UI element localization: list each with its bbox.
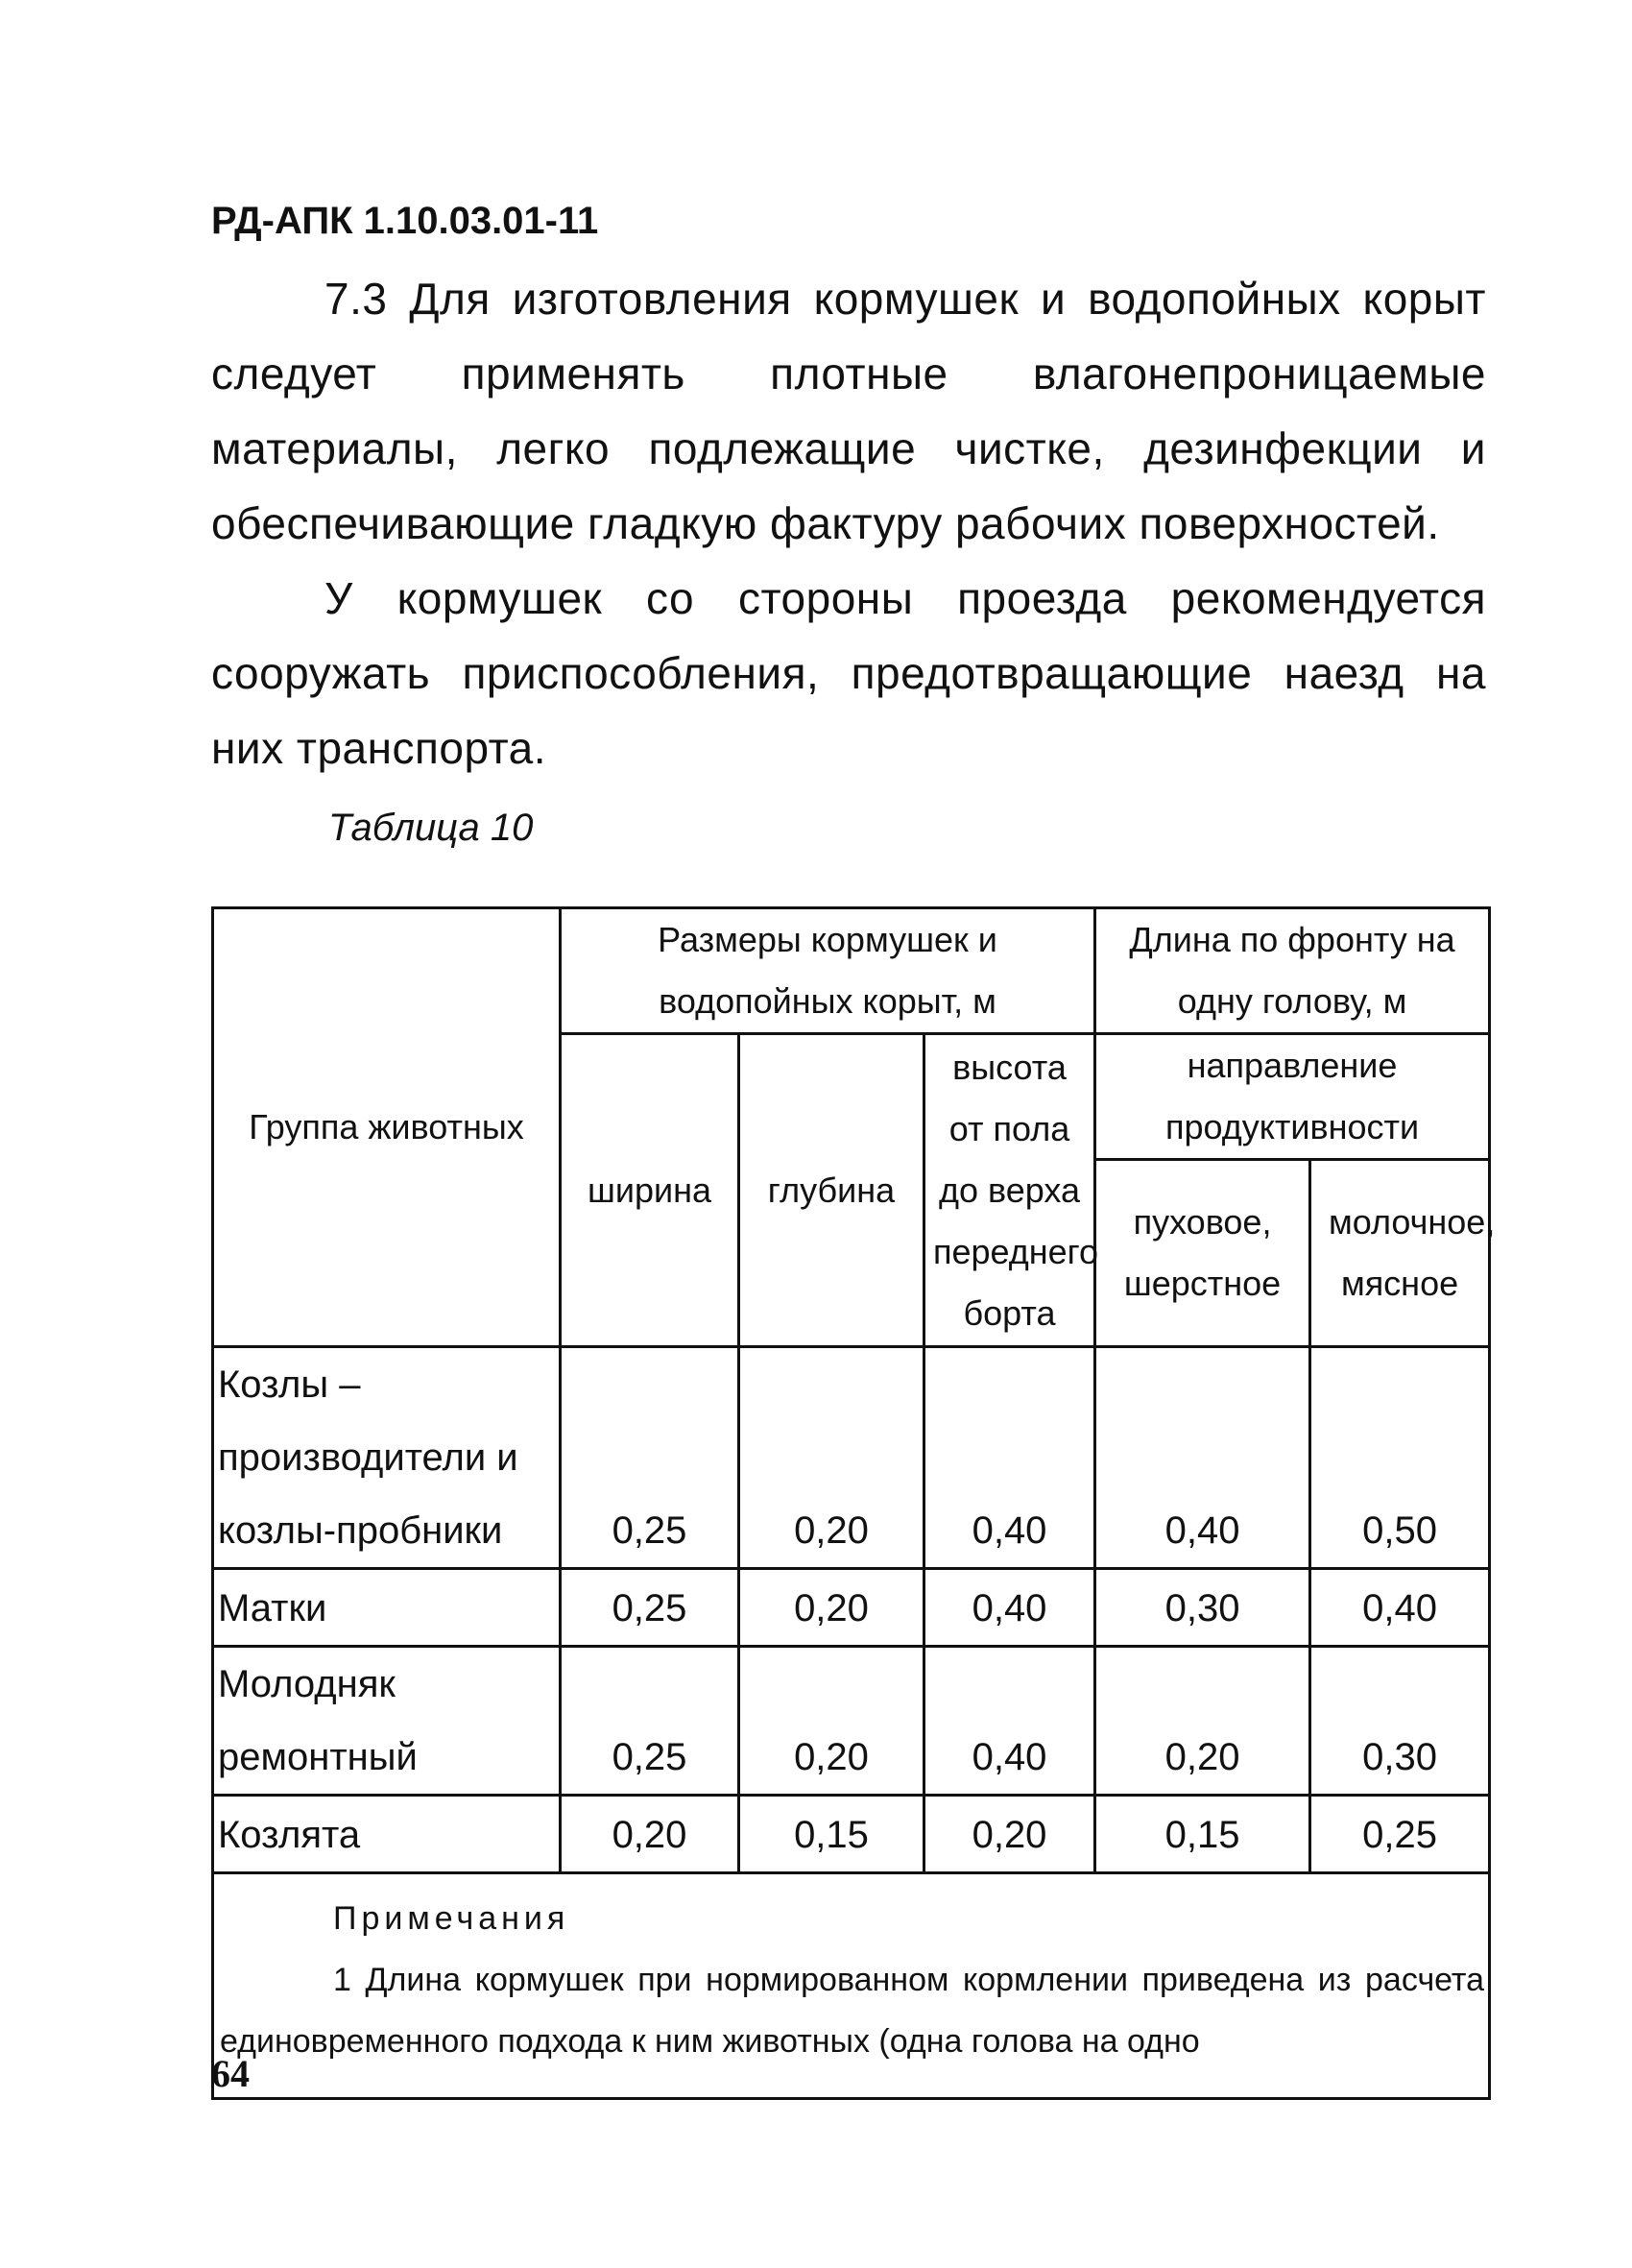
document-code: РД-АПК 1.10.03.01-11 xyxy=(211,200,599,242)
value-depth: 0,15 xyxy=(739,1796,924,1873)
notes-text: 1 Длина кормушек при нормированном кормлении приведена из расчета единовременного подхода к ним животных (одна голова на одно xyxy=(220,1962,1485,2060)
value-depth: 0,20 xyxy=(739,1347,924,1569)
header-dairy: молочное, мясное xyxy=(1310,1160,1490,1347)
notes-row xyxy=(213,1873,1490,2099)
value-height: 0,40 xyxy=(924,1347,1095,1569)
notes-cell xyxy=(213,1873,1490,2099)
table-caption: Таблица 10 xyxy=(328,807,534,849)
row-name: Козлята xyxy=(213,1796,561,1873)
value-height: 0,40 xyxy=(924,1569,1095,1647)
row-name: Матки xyxy=(213,1569,561,1647)
value-dairy: 0,50 xyxy=(1310,1347,1490,1569)
value-height: 0,40 xyxy=(924,1647,1095,1796)
page-number: 64 xyxy=(211,2052,250,2095)
value-height: 0,20 xyxy=(924,1796,1095,1873)
table-row xyxy=(213,1647,1490,1796)
value-wool: 0,40 xyxy=(1095,1347,1310,1569)
notes-title: Примечания xyxy=(333,1900,570,1937)
value-dairy: 0,30 xyxy=(1310,1647,1490,1796)
header-group: Группа животных xyxy=(213,908,561,1347)
paragraph-feeders-protection: У кормушек со стороны проезда рекомендуется сооружать приспособления, предотвращающие наезд на них транспорта. xyxy=(211,573,1486,773)
value-depth: 0,20 xyxy=(739,1569,924,1647)
header-height: высота от пола до верха переднего борта xyxy=(924,1034,1095,1347)
value-wool: 0,15 xyxy=(1095,1796,1310,1873)
paragraph-7-3: 7.3 Для изготовления кормушек и водопойных корыт следует применять плотные влагонепроницаемые материалы, легко подлежащие чистке, дезинфекции и обеспечивающие гладкую фактуру рабочих поверхностей. xyxy=(211,274,1486,548)
value-depth: 0,20 xyxy=(739,1647,924,1796)
row-name: Молодняк ремонтный xyxy=(213,1647,561,1796)
header-depth: глубина xyxy=(739,1034,924,1347)
header-width: ширина xyxy=(561,1034,739,1347)
value-width: 0,20 xyxy=(561,1796,739,1873)
value-width: 0,25 xyxy=(561,1647,739,1796)
header-front-length: Длина по фронту на одну голову, м xyxy=(1095,908,1490,1034)
value-dairy: 0,40 xyxy=(1310,1569,1490,1647)
value-width: 0,25 xyxy=(561,1347,739,1569)
row-name: Козлы – производители и козлы-пробники xyxy=(213,1347,561,1569)
value-wool: 0,30 xyxy=(1095,1569,1310,1647)
header-sizes: Размеры кормушек и водопойных корыт, м xyxy=(561,908,1095,1034)
table-row xyxy=(213,1796,1490,1873)
header-direction: направление продуктивности xyxy=(1095,1034,1490,1160)
value-width: 0,25 xyxy=(561,1569,739,1647)
value-dairy: 0,25 xyxy=(1310,1796,1490,1873)
value-wool: 0,20 xyxy=(1095,1647,1310,1796)
table-row xyxy=(213,1347,1490,1569)
feeders-table xyxy=(211,906,1496,2100)
table-row xyxy=(213,1569,1490,1647)
header-wool: пуховое, шерстное xyxy=(1095,1160,1310,1347)
